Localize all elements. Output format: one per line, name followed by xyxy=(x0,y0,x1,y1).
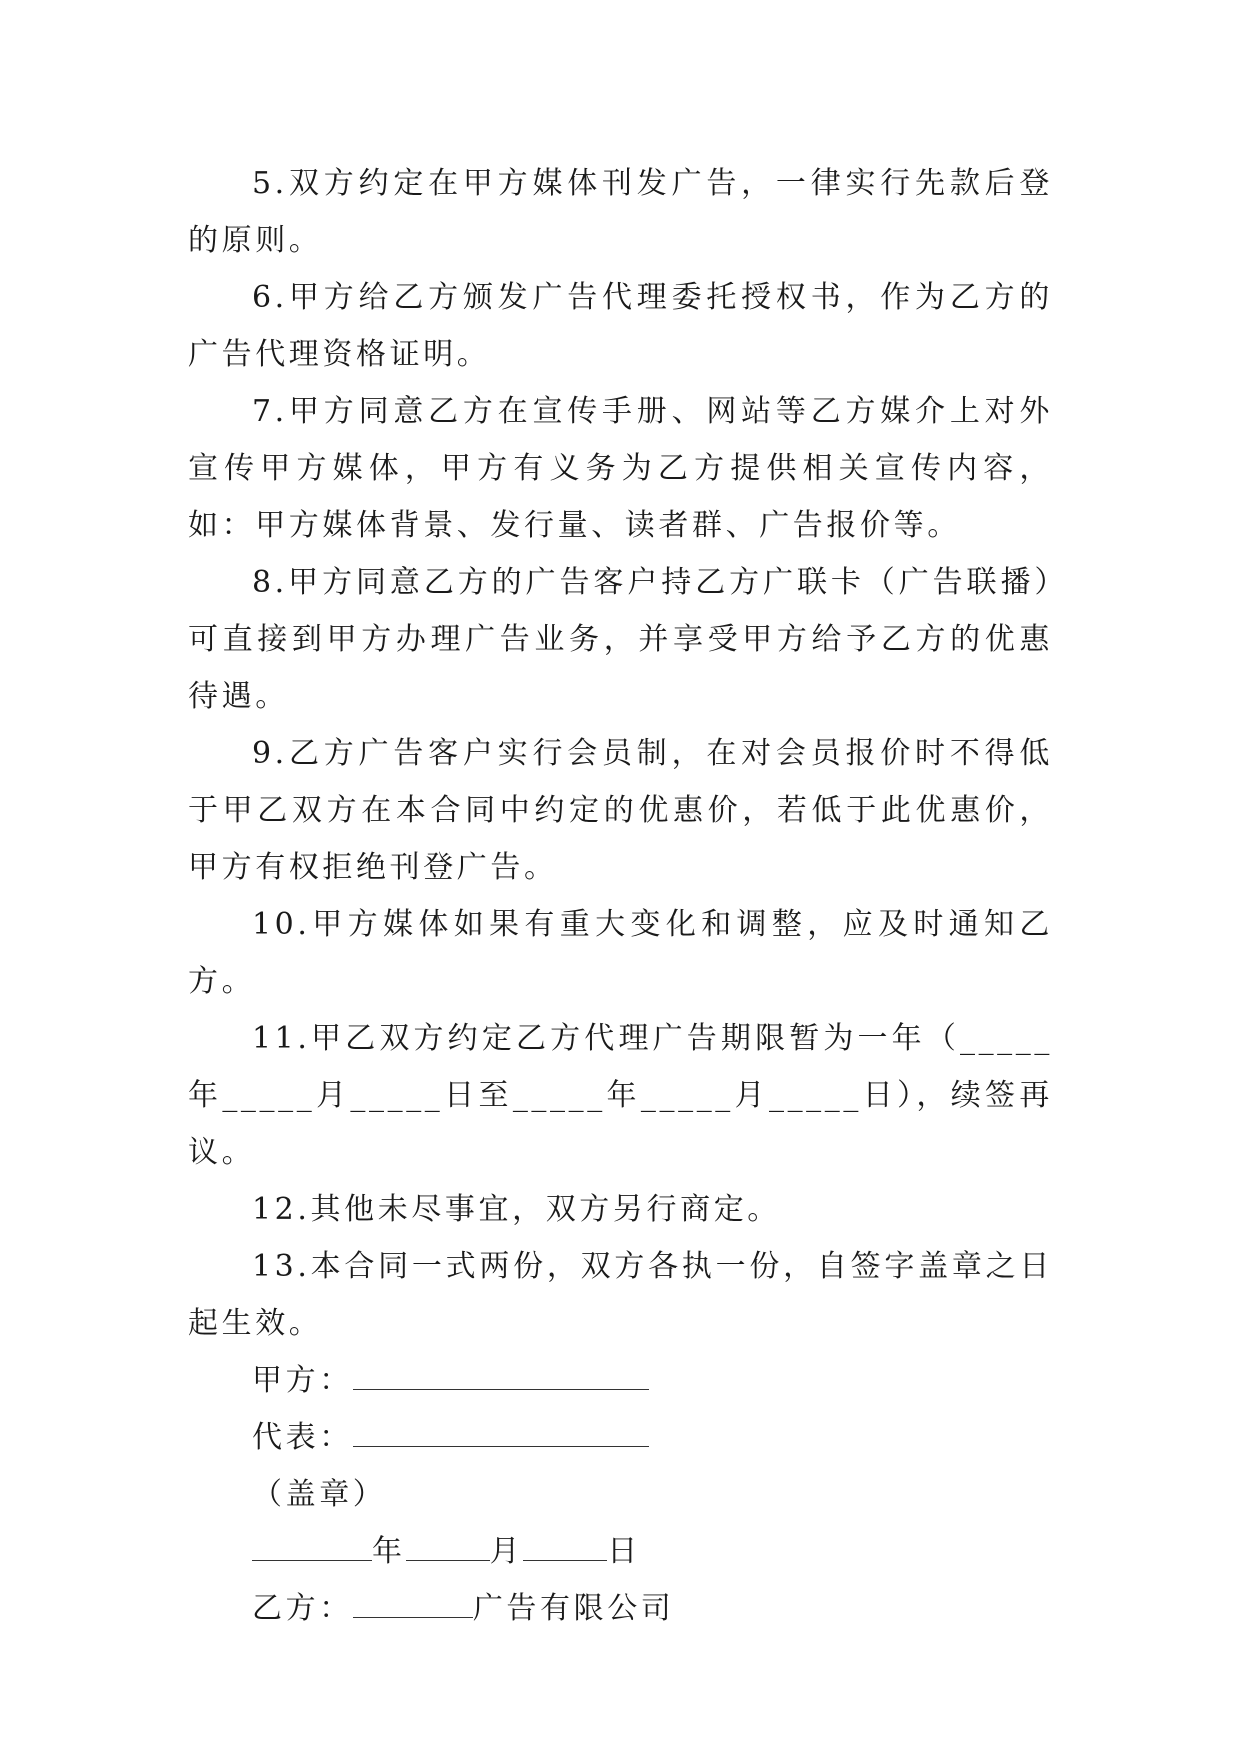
date-day-blank[interactable] xyxy=(523,1530,607,1561)
clause-9: 9.乙方广告客户实行会员制，在对会员报价时不得低于甲乙双方在本合同中约定的优惠价，若低于此优惠价，甲方有权拒绝刊登广告。 xyxy=(188,736,1053,885)
party-a-blank[interactable] xyxy=(353,1359,649,1390)
date-day-label: 日 xyxy=(607,1534,641,1569)
clause-8: 8.甲方同意乙方的广告客户持乙方广联卡（广告联播）可直接到甲方办理广告业务，并享受甲方给予乙方的优惠待遇。 xyxy=(188,565,1053,714)
clause-11: 11.甲乙双方约定乙方代理广告期限暂为一年（_____年_____月_____日至_____年_____月_____日），续签再议。 xyxy=(188,1021,1053,1170)
clause-12: 12.其他未尽事宜，双方另行商定。 xyxy=(252,1192,781,1227)
party-b-line xyxy=(188,1580,1053,1637)
party-b-blank[interactable] xyxy=(353,1587,473,1618)
seal-line xyxy=(188,1466,1053,1523)
representative-blank[interactable] xyxy=(353,1416,649,1447)
date-line xyxy=(188,1523,1053,1580)
party-a-label: 甲方： xyxy=(252,1363,353,1398)
clause-7: 7.甲方同意乙方在宣传手册、网站等乙方媒介上对外宣传甲方媒体，甲方有义务为乙方提供相关宣传内容，如：甲方媒体背景、发行量、读者群、广告报价等。 xyxy=(188,394,1053,543)
clause-5: 5.双方约定在甲方媒体刊发广告，一律实行先款后登的原则。 xyxy=(188,166,1053,258)
seal-label: （盖章） xyxy=(252,1477,387,1512)
date-month-label: 月 xyxy=(489,1534,524,1569)
date-year-label: 年 xyxy=(372,1534,406,1569)
clause-10: 10.甲方媒体如果有重大变化和调整，应及时通知乙方。 xyxy=(188,907,1053,999)
contract-body xyxy=(188,155,1053,1637)
representative-line xyxy=(188,1409,1053,1466)
party-b-label: 乙方： xyxy=(252,1591,353,1626)
party-b-suffix: 广告有限公司 xyxy=(472,1591,675,1626)
clause-13: 13.本合同一式两份，双方各执一份，自签字盖章之日起生效。 xyxy=(188,1249,1053,1341)
date-month-blank[interactable] xyxy=(406,1530,490,1561)
date-year-blank[interactable] xyxy=(252,1530,372,1561)
representative-label: 代表： xyxy=(252,1420,353,1455)
clause-6: 6.甲方给乙方颁发广告代理委托授权书，作为乙方的广告代理资格证明。 xyxy=(188,280,1053,372)
party-a-line xyxy=(188,1352,1053,1409)
